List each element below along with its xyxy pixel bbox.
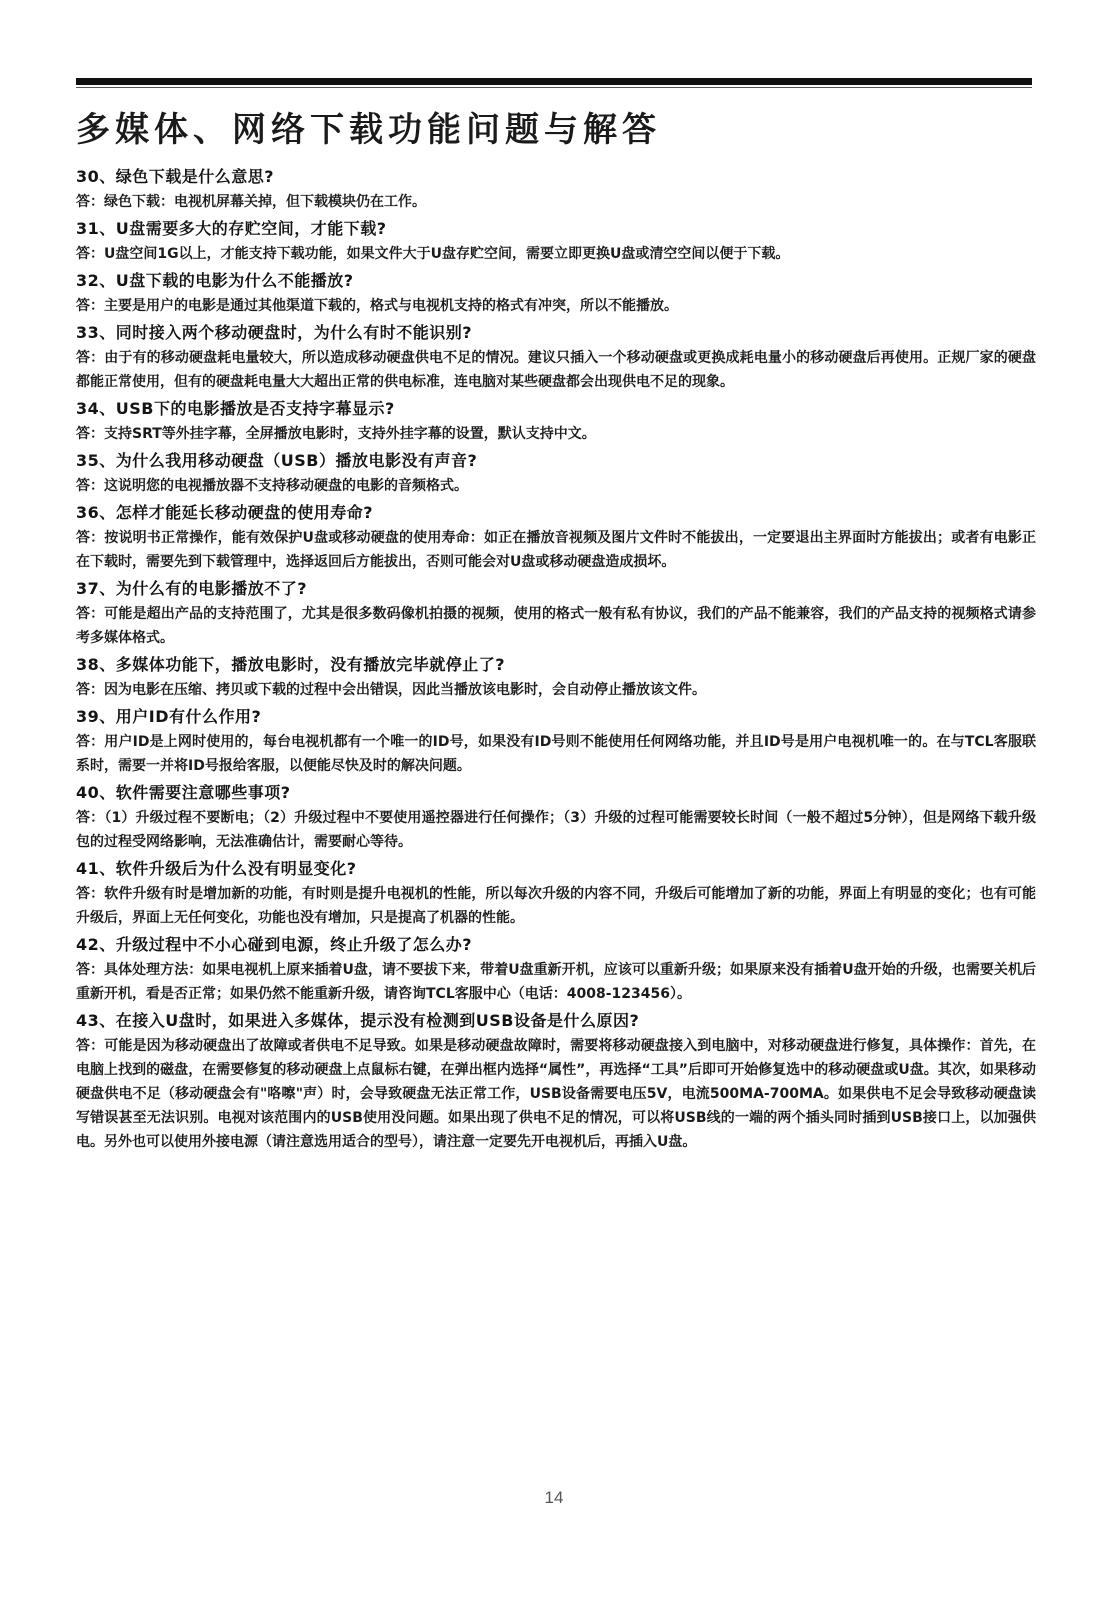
qa-item-33 [76, 320, 1036, 394]
question: 37、为什么有的电影播放不了? [76, 579, 308, 598]
answer: 答：可能是超出产品的支持范围了，尤其是很多数码像机拍摄的视频，使用的格式一般有私有协议，我们的产品不能兼容，我们的产品支持的视频格式请参考多媒体格式。 [76, 606, 1036, 646]
answer: 答：可能是因为移动硬盘出了故障或者供电不足导致。如果是移动硬盘故障时，需要将移动硬盘接入到电脑中，对移动硬盘进行修复，具体操作：首先，在电脑上找到的磁盘，在需要修复的移动硬盘上点鼠标右键，在弹出框内选择“属性”，再选择“工具”后即可开始修复选中的移动硬盘或U盘。其次，如果移动硬盘供电不足（移动硬盘会有"咯嚓"声）时，会导致硬盘无法正常工作，USB设备需要电压5V，电流500MA-700MA。如果供电不足会导致移动硬盘读写错误甚至无法识别。电视对该范围内的USB使用没问题。如果出现了供电不足的情况，可以将USB线的一端的两个插头同时插到USB接口上，以加强供电。另外也可以使用外接电源（请注意选用适合的型号），请注意一定要先开电视机后，再插入U盘。 [76, 1038, 1036, 1150]
answer: 答：由于有的移动硬盘耗电量较大，所以造成移动硬盘供电不足的情况。建议只插入一个移动硬盘或更换成耗电量小的移动硬盘后再使用。正规厂家的硬盘都能正常使用，但有的硬盘耗电量大大超出正常的供电标准，连电脑对某些硬盘都会出现供电不足的现象。 [76, 350, 1036, 390]
qa-item-34 [76, 396, 1036, 446]
answer: 答：按说明书正常操作，能有效保护U盘或移动硬盘的使用寿命：如正在播放音视频及图片文件时不能拔出，一定要退出主界面时方能拔出；或者有电影正在下载时，需要先到下载管理中，选择返回后方能拔出，否则可能会对U盘或移动硬盘造成损坏。 [76, 530, 1036, 570]
page-title: 多媒体、网络下载功能问题与解答 [76, 110, 661, 150]
question: 42、升级过程中不小心碰到电源，终止升级了怎么办? [76, 935, 473, 954]
answer: 答：U盘空间1G以上，才能支持下载功能，如果文件大于U盘存贮空间，需要立即更换U盘或清空空间以便于下载。 [76, 246, 790, 262]
qa-item-43 [76, 1008, 1036, 1154]
question: 30、绿色下载是什么意思? [76, 167, 275, 186]
qa-item-36 [76, 500, 1036, 574]
question: 36、怎样才能延长移动硬盘的使用寿命? [76, 503, 374, 522]
question: 33、同时接入两个移动硬盘时，为什么有时不能识别? [76, 323, 473, 342]
answer: 答：具体处理方法：如果电视机上原来插着U盘，请不要拔下来，带着U盘重新开机，应该可以重新升级；如果原来没有插着U盘开始的升级，也需要关机后重新开机，看是否正常；如果仍然不能重新升级，请咨询TCL客服中心（电话：4008-123456）。 [76, 962, 1036, 1002]
answer: 答：软件升级有时是增加新的功能，有时则是提升电视机的性能，所以每次升级的内容不同，升级后可能增加了新的功能，界面上有明显的变化；也有可能升级后，界面上无任何变化，功能也没有增加，只是提高了机器的性能。 [76, 886, 1036, 926]
question: 35、为什么我用移动硬盘（USB）播放电影没有声音? [76, 451, 478, 470]
qa-item-42 [76, 932, 1036, 1006]
qa-item-37 [76, 576, 1036, 650]
qa-item-39 [76, 704, 1036, 778]
question: 34、USB下的电影播放是否支持字幕显示? [76, 399, 395, 418]
question: 40、软件需要注意哪些事项? [76, 783, 291, 802]
page-number: 14 [544, 1488, 564, 1507]
question: 31、U盘需要多大的存贮空间，才能下载? [76, 219, 387, 238]
answer: 答：因为电影在压缩、拷贝或下载的过程中会出错误，因此当播放该电影时，会自动停止播放该文件。 [76, 682, 706, 698]
qa-item-40 [76, 780, 1036, 854]
top-rule-thin [76, 87, 1032, 88]
question: 41、软件升级后为什么没有明显变化? [76, 859, 357, 878]
qa-item-41 [76, 856, 1036, 930]
qa-item-32 [76, 268, 1036, 318]
answer: 答：主要是用户的电影是通过其他渠道下载的，格式与电视机支持的格式有冲突，所以不能播放。 [76, 298, 678, 314]
answer: 答：（1）升级过程不要断电；（2）升级过程中不要使用遥控器进行任何操作；（3）升级的过程可能需要较长时间（一般不超过5分钟），但是网络下载升级包的过程受网络影响，无法准确估计，需要耐心等待。 [76, 810, 1036, 850]
answer: 答：用户ID是上网时使用的，每台电视机都有一个唯一的ID号，如果没有ID号则不能使用任何网络功能，并且ID号是用户电视机唯一的。在与TCL客服联系时，需要一并将ID号报给客服，以便能尽快及时的解决问题。 [76, 734, 1036, 774]
qa-item-35 [76, 448, 1036, 498]
question: 38、多媒体功能下，播放电影时，没有播放完毕就停止了? [76, 655, 506, 674]
qa-item-30 [76, 164, 1036, 214]
qa-item-31 [76, 216, 1036, 266]
answer: 答：支持SRT等外挂字幕，全屏播放电影时，支持外挂字幕的设置，默认支持中文。 [76, 426, 596, 442]
top-rule [76, 78, 1032, 85]
answer: 答：这说明您的电视播放器不支持移动硬盘的电影的音频格式。 [76, 478, 468, 494]
qa-item-38 [76, 652, 1036, 702]
question: 43、在接入U盘时，如果进入多媒体，提示没有检测到USB设备是什么原因? [76, 1011, 640, 1030]
answer: 答：绿色下载：电视机屏幕关掉，但下载模块仍在工作。 [76, 194, 426, 210]
qa-list [76, 164, 1036, 1156]
question: 39、用户ID有什么作用? [76, 707, 262, 726]
question: 32、U盘下载的电影为什么不能播放? [76, 271, 354, 290]
